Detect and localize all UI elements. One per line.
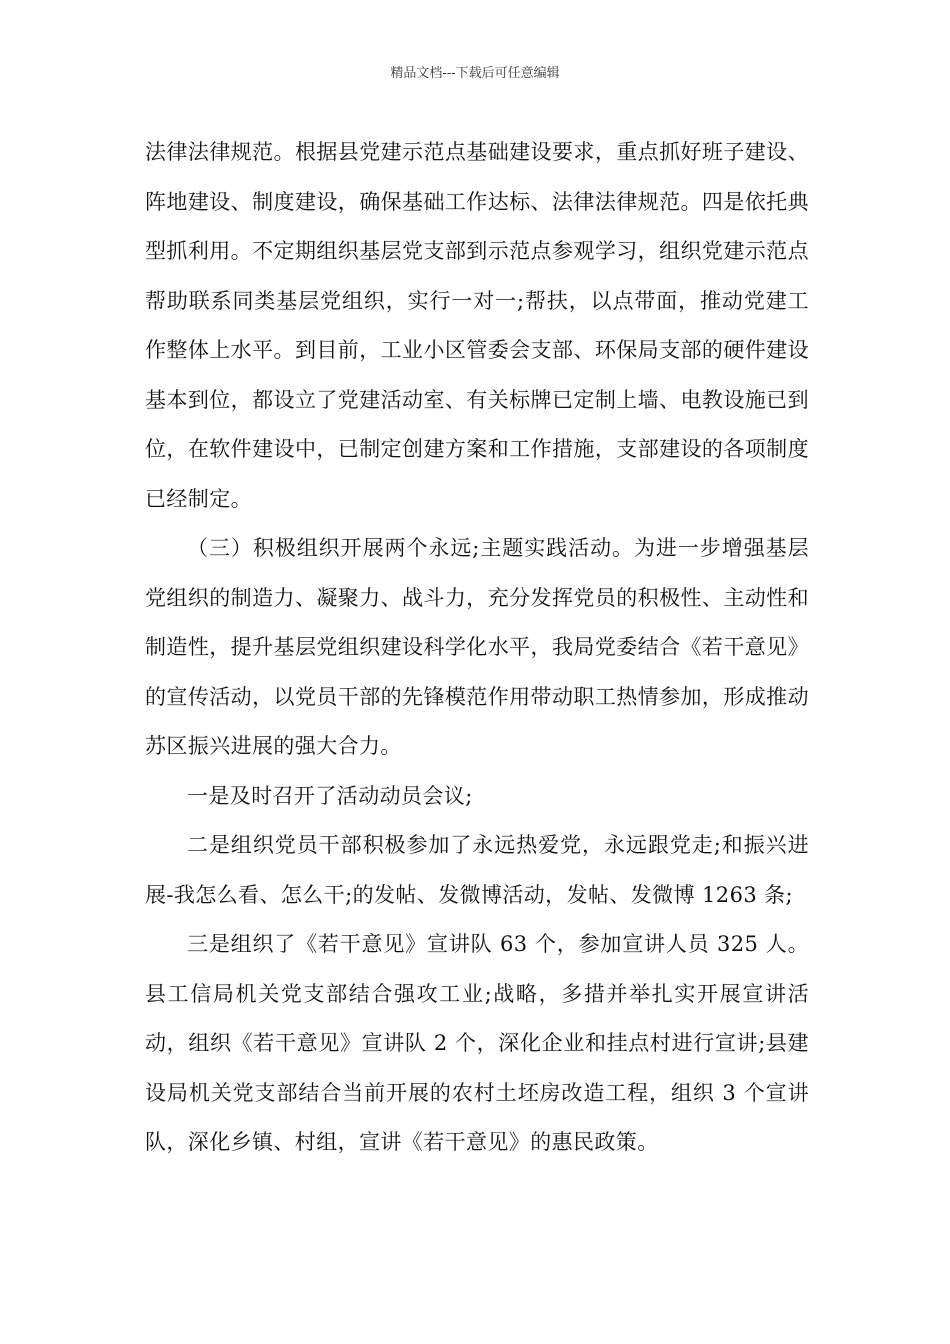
paragraph: 法律法律规范。根据县党建示范点基础建设要求，重点抓好班子建设、阵地建设、制度建设，确保基础工作达标、法律法律规范。四是依托典型抓利用。不定期组织基层党支部到示范点参观学习，组织党建示范点帮助联系同类基层党组织，实行一对一;帮扶，以点带面，推动党建工作整体上水平。到目前，工业小区管委会支部、环保局支部的硬件建设基本到位，都设立了党建活动室、有关标牌已定制上墙、电教设施已到位，在软件建设中，已制定创建方案和工作措施，支部建设的各项制度已经制定。 — [145, 140, 809, 511]
document-body — [145, 128, 809, 1168]
paragraph: 二是组织党员干部积极参加了永远热爱党，永远跟党走;和振兴进展-我怎么看、怎么干;的发帖、发微博活动，发帖、发微博 1263 条; — [145, 833, 809, 907]
page-header: 精品文档---下载后可任意编辑 — [390, 66, 560, 81]
paragraph: （三）积极组织开展两个永远;主题实践活动。为进一步增强基层党组织的制造力、凝聚力、战斗力，充分发挥党员的积极性、主动性和制造性，提升基层党组织建设科学化水平，我局党委结合《若干意见》的宣传活动，以党员干部的先锋模范作用带动职工热情参加，形成推动苏区振兴进展的强大合力。 — [145, 536, 809, 758]
paragraph: 三是组织了《若干意见》宣讲队 63 个，参加宣讲人员 325 人。县工信局机关党支部结合强攻工业;战略，多措并举扎实开展宣讲活动，组织《若干意见》宣讲队 2 个，深化企业和挂点村进行宣讲;县建设局机关党支部结合当前开展的农村土坯房改造工程，组织 3 个宣讲队，深化乡镇、村组，宣讲《若干意见》的惠民政策。 — [145, 932, 809, 1154]
paragraph: 一是及时召开了活动动员会议; — [187, 783, 473, 808]
